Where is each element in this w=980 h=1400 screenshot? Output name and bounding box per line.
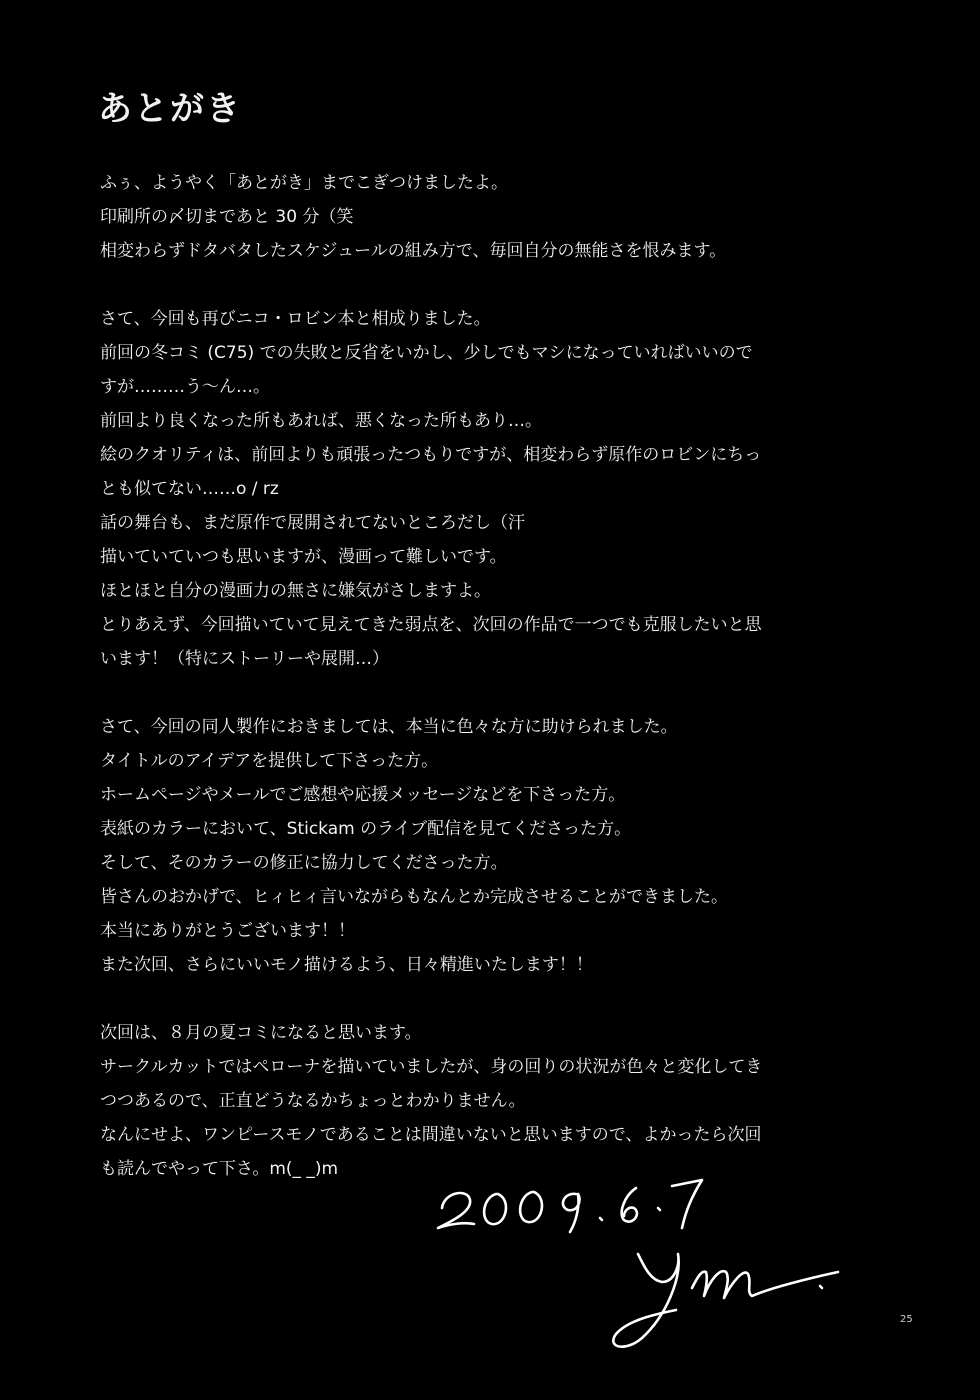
text-line: タイトルのアイデアを提供して下さった方。 (100, 751, 439, 771)
text-line: 皆さんのおかげで、ヒィヒィ言いながらもなんとか完成させることができました。 (100, 887, 728, 907)
signature-date-stroke (658, 1208, 660, 1210)
paragraph-3 (100, 710, 870, 982)
signature-date-stroke (484, 1194, 506, 1224)
page-number: 25 (900, 1314, 913, 1325)
text-line: います！（特にストーリーや展開…） (100, 649, 389, 669)
signature-date-stroke (622, 1188, 637, 1222)
text-line: ほとほと自分の漫画力の無さに嫌気がさしますよ。 (100, 581, 491, 601)
signature-name-stroke (613, 1254, 678, 1347)
text-line: 印刷所の〆切まであと 30 分（笑 (100, 207, 354, 227)
signature-date-stroke (438, 1193, 474, 1228)
signature-date-stroke (672, 1180, 702, 1228)
text-line: また次回、さらにいいモノ描けるよう、日々精進いたします！！ (100, 955, 593, 975)
text-line: 前回の冬コミ (C75) での失敗と反省をいかし、少しでもマシになっていればいいので (100, 343, 753, 363)
text-line: さて、今回も再びニコ・ロビン本と相成りました。 (100, 309, 491, 329)
text-line: さて、今回の同人製作におきましては、本当に色々な方に助けられました。 (100, 717, 678, 737)
text-line: 次回は、８月の夏コミになると思います。 (100, 1023, 422, 1043)
text-line: 相変わらずドタバタしたスケジュールの組み方で、毎回自分の無能さを恨みます。 (100, 241, 727, 261)
text-line: とも似てない……o / rz (100, 479, 279, 499)
afterword-body (100, 166, 870, 1186)
text-line: 話の舞台も、まだ原作で展開されてないところだし（汗 (100, 513, 525, 533)
text-line: 本当にありがとうございます！！ (100, 921, 355, 941)
signature-name-stroke (692, 1271, 838, 1298)
text-line: 描いていていつも思いますが、漫画って難しいです。 (100, 547, 507, 567)
signature-date-stroke (563, 1194, 580, 1232)
handwritten-signature (430, 1170, 860, 1370)
paragraph-2 (100, 302, 870, 676)
text-line: 表紙のカラーにおいて、Stickam のライブ配信を見てくださった方。 (100, 819, 632, 839)
text-line: サークルカットではペローナを描いていましたが、身の回りの状況が色々と変化してき (100, 1057, 763, 1077)
text-line: つつあるので、正直どうなるかちょっとわかりません。 (100, 1091, 526, 1111)
signature-name-stroke (820, 1286, 822, 1288)
text-line: すが………う～ん…。 (100, 377, 270, 397)
paragraph-gap (100, 676, 870, 710)
signature-date-stroke (600, 1218, 602, 1220)
paragraph-gap (100, 982, 870, 1016)
paragraph-4 (100, 1016, 870, 1186)
text-line: なんにせよ、ワンピースモノであることは間違いないと思いますので、よかったら次回 (100, 1125, 762, 1145)
paragraph-gap (100, 268, 870, 302)
text-line: ふぅ、ようやく「あとがき」までこぎつけましたよ。 (100, 173, 508, 193)
text-line: そして、そのカラーの修正に協力してくださった方。 (100, 853, 508, 873)
text-line: も読んでやって下さ。m(_ _)m (100, 1159, 339, 1179)
signature-date-stroke (520, 1192, 542, 1222)
text-line: とりあえず、今回描いていて見えてきた弱点を、次回の作品で一つでも克服したいと思 (100, 615, 762, 635)
page-title: あとがき (98, 89, 242, 129)
text-line: ホームページやメールでご感想や応援メッセージなどを下さった方。 (100, 785, 626, 805)
paragraph-1 (100, 166, 870, 268)
text-line: 絵のクオリティは、前回よりも頑張ったつもりですが、相変わらず原作のロビンにちっ (100, 445, 762, 465)
text-line: 前回より良くなった所もあれば、悪くなった所もあり…。 (100, 411, 542, 431)
